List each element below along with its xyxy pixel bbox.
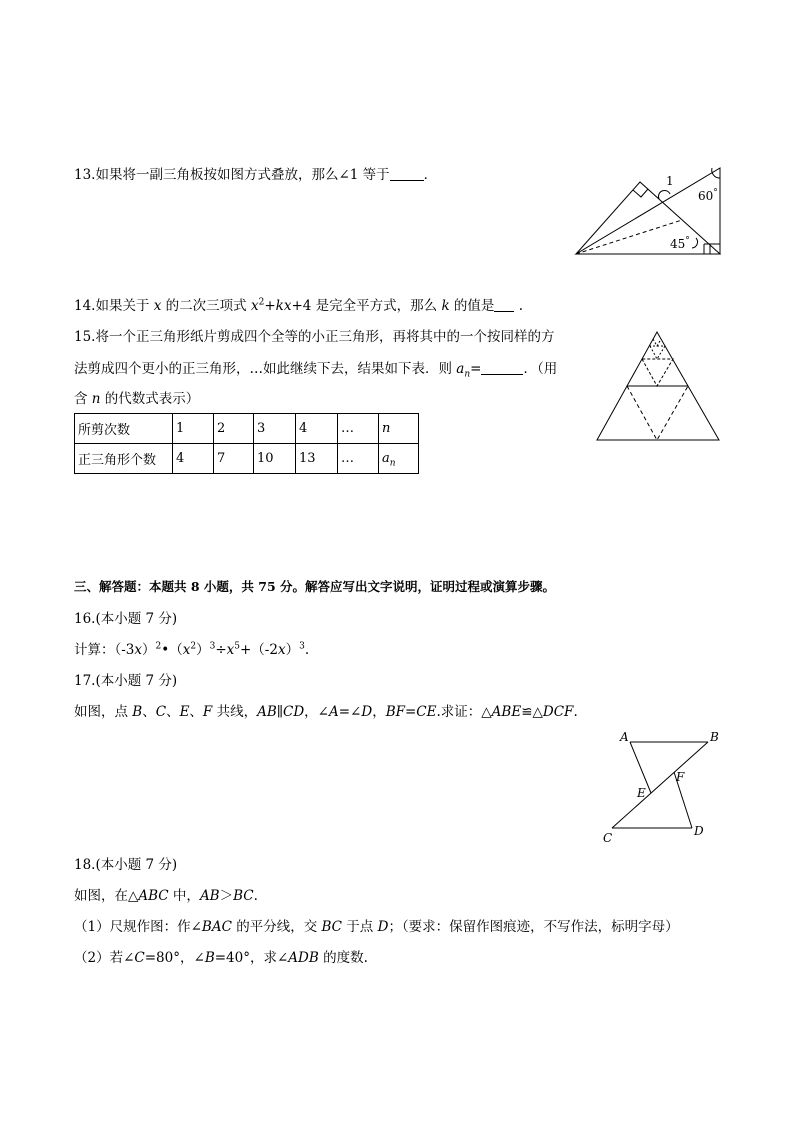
table-cell: 10: [254, 444, 296, 474]
q15-line3-prefix: 含: [74, 391, 92, 407]
q15-table-a: a: [382, 451, 390, 466]
q15-a: a: [456, 361, 465, 377]
q13-dashed-line: [576, 220, 682, 254]
q15-line2-prefix: 法剪成四个更小的正三角形，…如此继续下去，结果如下表．则: [74, 361, 457, 377]
q18-seg: =40°，求∠: [214, 950, 289, 966]
q17-var: F: [202, 704, 213, 720]
q17-label-F: F: [676, 770, 685, 784]
q14-answer-blank[interactable]: [494, 297, 514, 312]
table-cell: 正三角形个数: [75, 444, 173, 474]
q15-dashed-smaller: [650, 346, 665, 359]
q14-kx: kx: [275, 298, 292, 314]
q16-seg: 计算：（-3: [74, 642, 135, 658]
table-cell: n: [379, 414, 419, 444]
q13-label-1: 1: [666, 174, 674, 188]
q18-title: 18.(本小题 7 分): [74, 857, 178, 873]
q14-suffix: .: [514, 298, 524, 314]
q16-seg: .: [304, 642, 310, 658]
q14-var-x: x: [153, 298, 162, 314]
q13-angle45-arc: [692, 238, 698, 248]
q16-expression: [74, 640, 309, 660]
q13-ruler-30-60-90: [576, 168, 720, 254]
q18-var: AB: [199, 888, 220, 904]
q16-seg: ）: [142, 642, 156, 658]
q18-var: ABC: [138, 888, 169, 904]
table-cell: [379, 444, 419, 474]
q17-label-D: D: [694, 824, 704, 838]
q17-var: A: [328, 704, 339, 720]
q16-exp: 5: [234, 641, 240, 652]
q15-line2: [74, 359, 557, 379]
q17-var: CD: [283, 704, 305, 720]
q17-var: D: [361, 704, 373, 720]
q14-plus: +: [264, 298, 276, 314]
table-cell: 所剪次数: [75, 414, 173, 444]
q15-eq: =: [470, 361, 482, 377]
q18-seg: （2）若∠: [74, 950, 135, 966]
q17-label-C: C: [603, 831, 613, 845]
q16-seg: +（-2: [240, 642, 278, 658]
q18-var: BC: [233, 888, 254, 904]
q18-line3: [74, 948, 368, 968]
q15-line2-suffix: ．（用: [523, 361, 558, 377]
q15-n-sub: n: [464, 369, 471, 380]
q18-seg: 的平分线，交: [231, 919, 322, 935]
q18-seg: （1）尺规作图：作∠: [74, 919, 202, 935]
section3-seg: 小题，共: [199, 579, 259, 594]
q17-seg: 如图，点: [74, 704, 133, 720]
q13-text: [74, 165, 437, 185]
q18-line2: [74, 917, 679, 937]
q18-seg: =80°，∠: [144, 950, 205, 966]
table-row: [75, 444, 419, 474]
table-cell: 7: [214, 444, 254, 474]
q18-seg: ＞: [219, 888, 234, 904]
q15-line3: [74, 389, 199, 409]
q13-label-60: 60°: [698, 188, 718, 203]
q16-title: 16.(本小题 7 分): [74, 611, 178, 627]
q16-seg: ）: [196, 642, 210, 658]
q14-seg: 的值是: [449, 298, 495, 314]
q17-seg: ≌△: [521, 704, 543, 720]
q18-var: BC: [321, 919, 343, 935]
q17-var: E: [179, 704, 190, 720]
section3-heading: [74, 577, 555, 597]
q18-var: D: [377, 919, 389, 935]
q14-var-k: k: [441, 298, 450, 314]
q16-seg: ）: [285, 642, 300, 658]
q13-answer-blank[interactable]: [390, 166, 424, 181]
q13-label-45: 45°: [670, 236, 690, 251]
table-cell: 2: [214, 414, 254, 444]
table-cell: 3: [254, 414, 296, 444]
q17-var: AB: [257, 704, 277, 720]
q15-answer-blank[interactable]: [481, 360, 523, 375]
q16-exp: 3: [209, 641, 216, 652]
q18-seg: 于点: [342, 919, 378, 935]
table-cell: 1: [173, 414, 214, 444]
table-cell: …: [338, 444, 379, 474]
q14-seg: 的二次三项式: [161, 298, 251, 314]
q17-var: DCF: [542, 704, 574, 720]
q18-seg: 如图，在△: [74, 888, 139, 904]
q17-seg: 、: [189, 704, 203, 720]
q17-var: CE: [416, 704, 437, 720]
q18-seg: 中，: [168, 888, 200, 904]
q17-var: C: [155, 704, 167, 720]
q13-right-angle-mark-top: [633, 189, 648, 197]
q17-seg: .求证：△: [436, 704, 492, 720]
q16-var: x: [277, 642, 286, 658]
q15-line3-suffix: 的代数式表示）: [100, 391, 200, 407]
section3-seg: 分。解答应写出文字说明，证明过程或演算步骤。: [275, 579, 556, 594]
table-cell: 13: [296, 444, 338, 474]
q14-exponent: 2: [258, 297, 265, 308]
q17-var: ABE: [491, 704, 522, 720]
q13-suffix: ．: [423, 167, 438, 183]
q16-var: x: [134, 642, 143, 658]
q15-dashed-tiny: [653, 339, 661, 346]
q17-seg: .: [573, 704, 578, 720]
q17-label-E: E: [637, 786, 646, 800]
q15-table: [74, 413, 419, 474]
q18-seg: 的度数.: [318, 950, 368, 966]
q16-exp: 2: [155, 641, 162, 652]
q15-line1: 15.将一个正三角形纸片剪成四个全等的小正三角形，再将其中的一个按同样的方: [74, 329, 555, 345]
q14-var-x: x: [250, 298, 259, 314]
q18-var: C: [134, 950, 145, 966]
q13-angle60-arc: [712, 168, 720, 178]
q17-label-A: A: [620, 730, 629, 744]
q14-seg: +4 是完全平方式，那么: [291, 298, 442, 314]
q18-seg: .: [253, 888, 258, 904]
q14-seg: 14.如果关于: [74, 298, 154, 314]
q17-var: B: [132, 704, 143, 720]
section3-seg: 三、解答题：本题共: [74, 579, 191, 594]
section3-count: 8: [190, 579, 200, 594]
q18-line1: [74, 886, 258, 906]
q15-dashed-small: [642, 359, 673, 386]
q15-n: n: [91, 391, 101, 407]
table-cell: 4: [296, 414, 338, 444]
q17-var: BF: [385, 704, 405, 720]
q17-seg: ∥: [276, 704, 284, 720]
table-row: [75, 414, 419, 444]
q15-figure-triangles: [594, 330, 722, 442]
q13-figure-triangle-rulers: [570, 168, 730, 263]
q18-var: ADB: [288, 950, 319, 966]
q17-seg: ，: [372, 704, 386, 720]
q17-seg: 、: [142, 704, 156, 720]
q13-prefix: 13.如果将一副三角板按如图方式叠放，那么∠1 等于: [74, 167, 390, 183]
q17-figure: [600, 730, 730, 850]
section3-score: 75: [258, 579, 276, 594]
q15-table-n: n: [389, 458, 396, 469]
q14-text: [74, 296, 523, 316]
q15-dashed-inner: [627, 386, 688, 440]
q17-statement: [74, 702, 578, 722]
q17-seg: ，∠: [304, 704, 329, 720]
table-cell: 4: [173, 444, 214, 474]
q16-seg: ÷: [215, 642, 227, 658]
q16-var: x: [226, 642, 235, 658]
q17-seg: 共线，: [212, 704, 258, 720]
q16-seg: •（: [161, 642, 183, 658]
q16-exp: 2: [190, 641, 197, 652]
q16-var: x: [182, 642, 191, 658]
q13-angle1-arc: [658, 190, 670, 199]
q17-seg: =: [404, 704, 417, 720]
q17-label-B: B: [710, 730, 719, 744]
q18-seg: ；（要求：保留作图痕迹，不写作法，标明字母）: [388, 919, 679, 935]
q17-seg: 、: [166, 704, 180, 720]
q16-exp: 3: [299, 641, 305, 652]
q17-seg: =∠: [338, 704, 362, 720]
q17-segment-BC: [612, 742, 708, 828]
q18-var: B: [204, 950, 215, 966]
q18-var: BAC: [201, 919, 232, 935]
table-cell: …: [338, 414, 379, 444]
q17-title: 17.(本小题 7 分): [74, 673, 178, 689]
